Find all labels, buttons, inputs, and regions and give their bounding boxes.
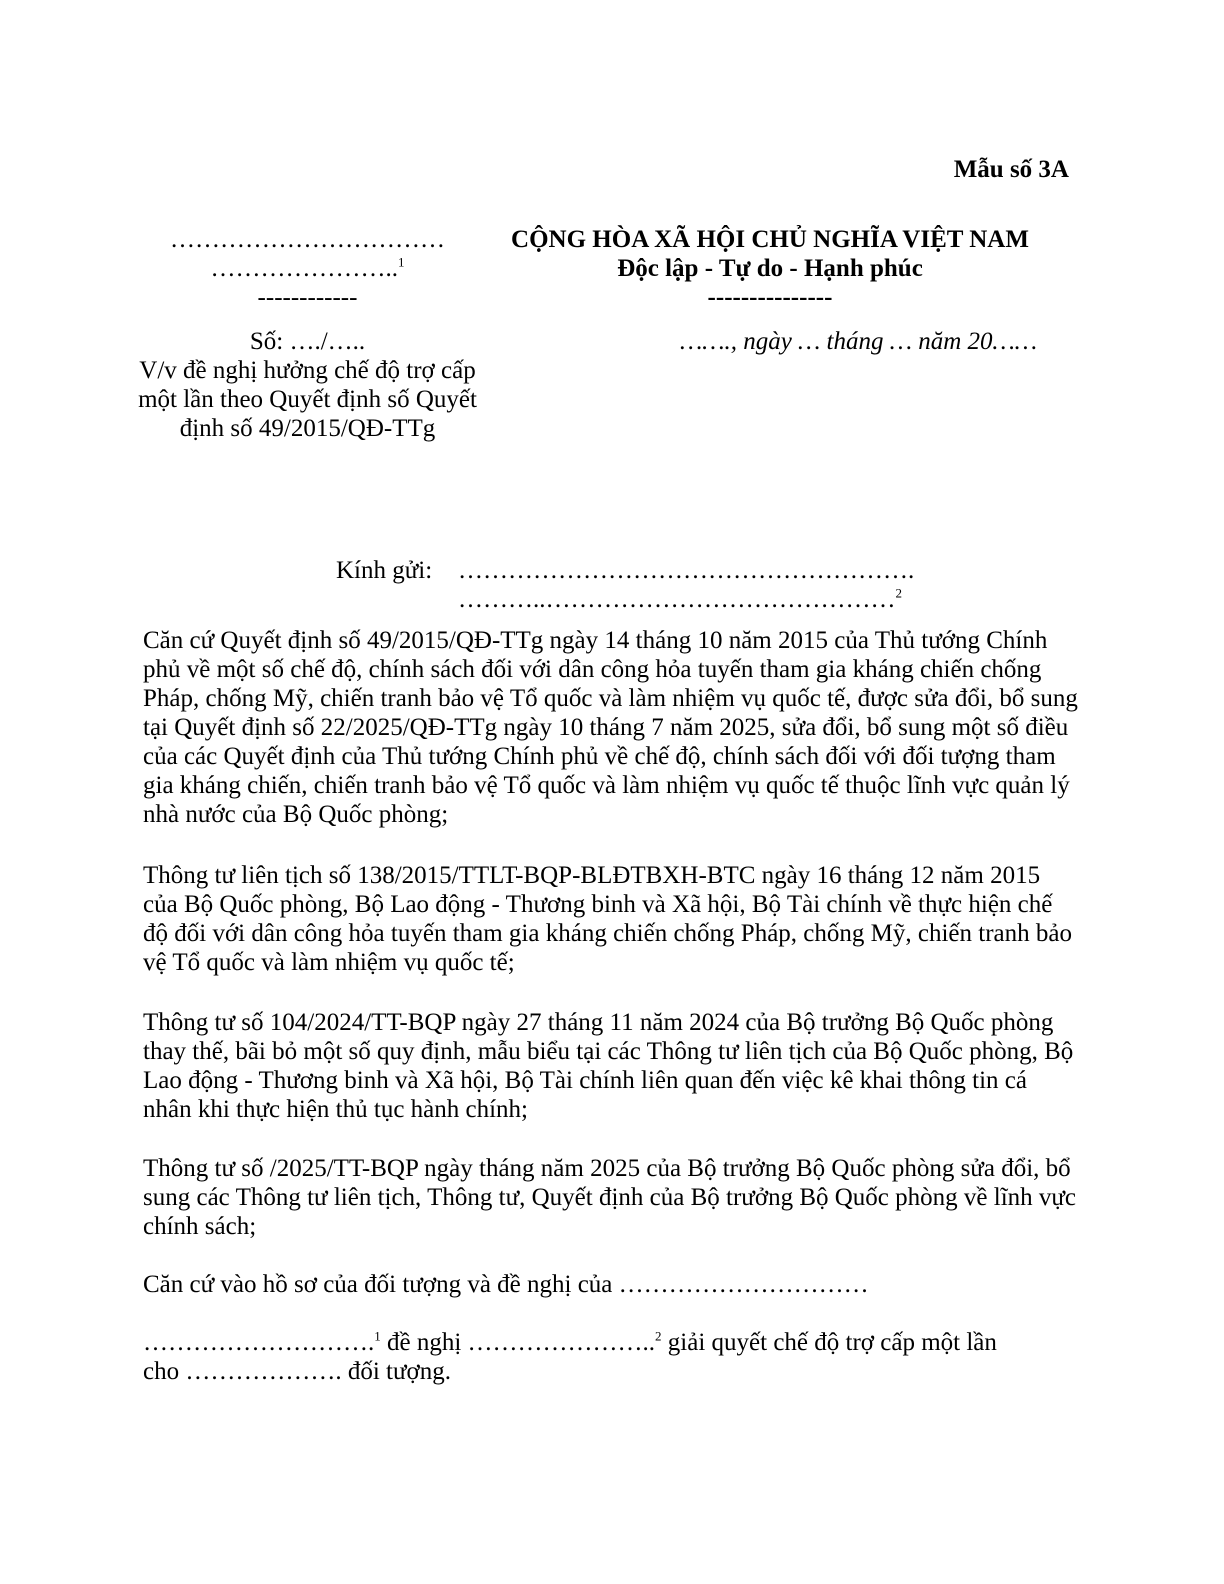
footnote-marker-1: 1 [398,254,405,270]
closing-text-1: ………………………. [143,1329,375,1356]
form-number: Mẫu số 3A [953,156,1069,183]
recipient-line-2-text: ………..…………………………………… [458,586,896,613]
closing-text-4: cho ………………. đối tượng. [143,1358,452,1385]
national-rule: --------------- [707,284,833,311]
closing-paragraph [143,1328,1078,1386]
legal-basis-paragraph-3: Thông tư số 104/2024/TT-BQP ngày 27 tháng 11 năm 2024 của Bộ trưởng Bộ Quốc phòng thay thế, bãi bỏ một số quy định, mẫu biểu tại các Thông tư liên tịch của Bộ Quốc phòng, Bộ Lao động - Thương binh và Xã hội, Bộ Tài chính liên quan đến việc kê khai thông tin cá nhân khi thực hiện thủ tục hành chính; [143,1009,1074,1123]
national-title: CỘNG HÒA XÃ HỘI CHỦ NGHĨA VIỆT NAM [511,226,1029,253]
recipient-label: Kính gửi: [336,557,433,584]
footnote-marker-2: 2 [895,585,902,601]
legal-basis-paragraph-1: Căn cứ Quyết định số 49/2015/QĐ-TTg ngày 14 tháng 10 năm 2015 của Thủ tướng Chính phủ về một số chế độ, chính sách đối với dân công hỏa tuyến tham gia kháng chiến chống Pháp, chống Mỹ, chiến tranh bảo vệ Tổ quốc và làm nhiệm vụ quốc tế, được sửa đổi, bổ sung tại Quyết định số 22/2025/QĐ-TTg ngày 10 tháng 7 năm 2025, sửa đổi, bổ sung một số điều của các Quyết định của Thủ tướng Chính phủ về chế độ, chính sách đối với đối tượng tham gia kháng chiến, chiến tranh bảo vệ Tổ quốc và làm nhiệm vụ quốc tế thuộc lĩnh vực quản lý nhà nước của Bộ Quốc phòng; [143,627,1078,828]
issuing-org-line-2 [130,254,485,283]
closing-text-3: giải quyết chế độ trợ cấp một lần [661,1329,997,1356]
document-date: ……., ngày … tháng … năm 20…… [680,328,1037,355]
legal-basis-paragraph-4: Thông tư số /2025/TT-BQP ngày tháng năm 2025 của Bộ trưởng Bộ Quốc phòng sửa đổi, bổ sung các Thông tư liên tịch, Thông tư, Quyết định của Bộ trưởng Bộ Quốc phòng về lĩnh vực chính sách; [143,1155,1077,1240]
legal-basis-paragraph-5: Căn cứ vào hồ sơ của đối tượng và đề nghị của ………………………… [143,1271,869,1298]
national-motto: Độc lập - Tự do - Hạnh phúc [617,255,923,282]
legal-basis-paragraph-2: Thông tư liên tịch số 138/2015/TTLT-BQP-BLĐTBXH-BTC ngày 16 tháng 12 năm 2015 của Bộ Quốc phòng, Bộ Lao động - Thương binh và Xã hội, Bộ Tài chính về thực hiện chế độ đối với dân công hỏa tuyến tham gia kháng chiến chống Pháp, chống Mỹ, chiến tranh bảo vệ Tổ quốc và làm nhiệm vụ quốc tế; [143,862,1072,976]
closing-text-2: đề nghị ………………….. [380,1329,656,1356]
issuing-org-line-2-text: ………………….. [210,255,398,282]
footnote-marker-2-closing: 2 [655,1328,662,1344]
document-subject: V/v đề nghị hưởng chế độ trợ cấp một lần theo Quyết định số Quyết định số 49/2015/QĐ-TTg [138,357,477,442]
issuing-org-line-1: …………………………… [170,226,445,253]
document-number: Số: …./….. [249,328,366,355]
issuing-org-rule: ------------ [257,284,358,311]
footnote-marker-1-closing: 1 [374,1328,381,1344]
recipient-line-2 [458,585,902,614]
recipient-line-1: ………………………………………………. [458,557,915,584]
